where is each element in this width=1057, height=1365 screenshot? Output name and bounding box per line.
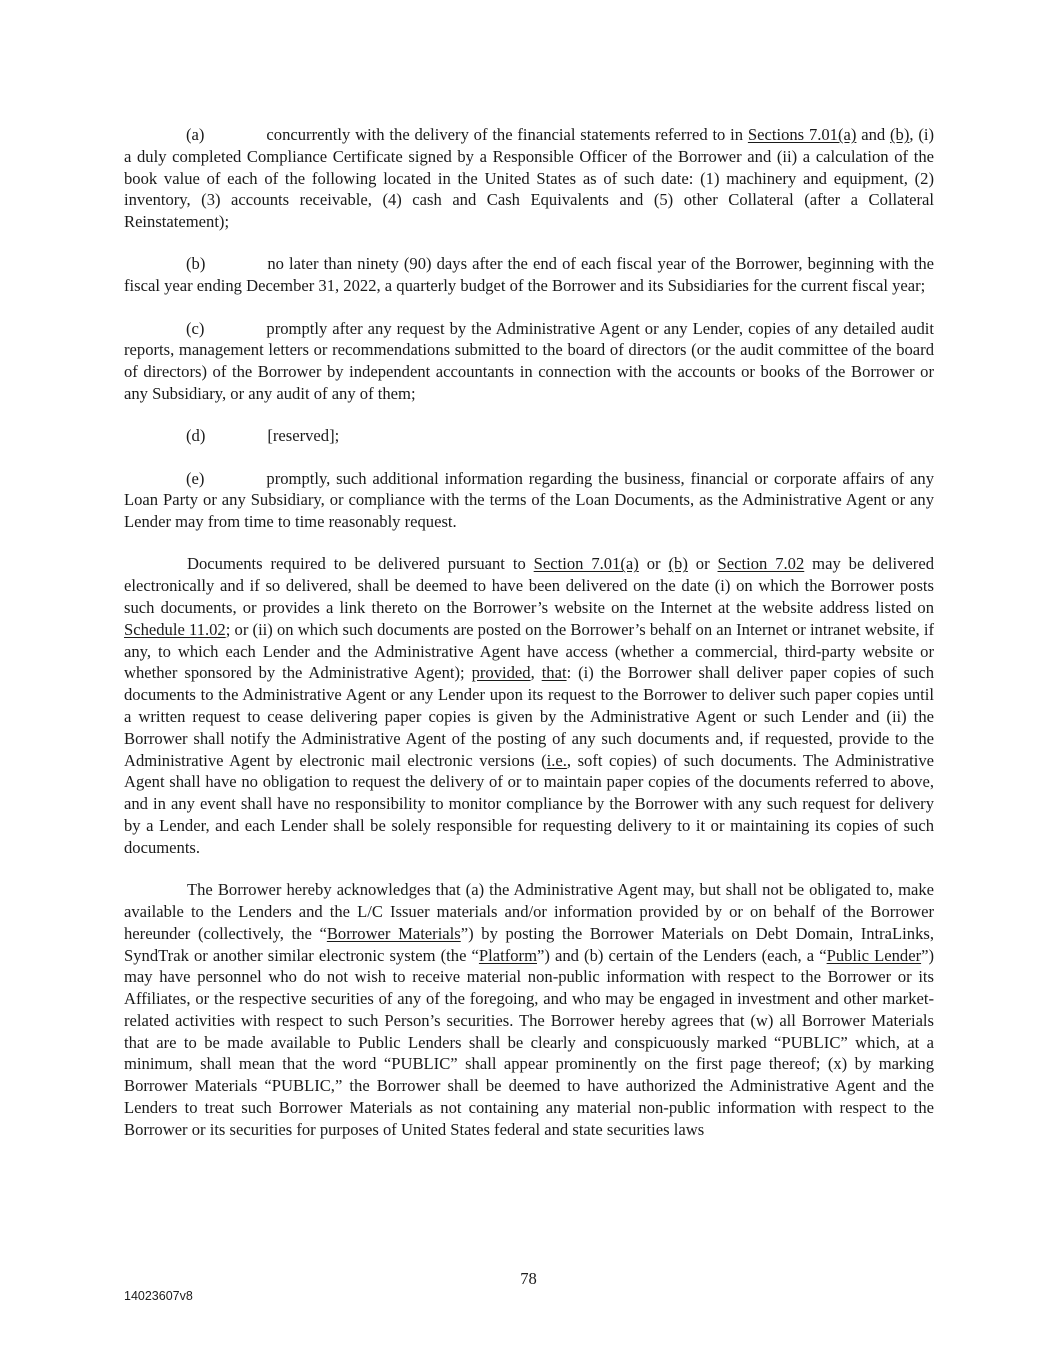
document-body	[124, 124, 934, 1141]
defined-term: Public Lender	[826, 945, 922, 965]
section-reference: Section 7.01(a)	[533, 554, 639, 574]
defined-term: Platform	[478, 945, 537, 965]
paragraph-document-delivery: Documents required to be delivered pursuant to Section 7.01(a) or (b) or Section 7.02 may be delivered electronically and if so delivered, shall be deemed to have been delivered on the date (i) on which the Borrower posts such documents, or provides a link thereto on the Borrower’s website on the Internet at the website address listed on Schedule 11.02; or (ii) on which such documents are posted on the Borrower’s behalf on an Internet or intranet website, if any, to which each Lender and the Administrative Agent have access (whether a commercial, third-party website or whether sponsored by the Administrative Agent); provided, that: (i) the Borrower shall deliver paper copies of such documents to the Administrative Agent or any Lender upon its request to the Borrower to deliver such paper copies until a written request to cease delivering paper copies is given by the Administrative Agent or such Lender and (ii) the Borrower shall notify the Administrative Agent of the posting of any such documents and, if requested, provide to the Administrative Agent by electronic mail electronic versions (i.e., soft copies) of such documents. The Administrative Agent shall have no obligation to request the delivery of or to maintain paper copies of the documents referred to above, and in any event shall have no responsibility to monitor compliance by the Borrower with any such request for delivery by a Lender, and each Lender shall be solely responsible for requesting delivery to it or maintaining its copies of such documents.	[124, 554, 934, 857]
abbreviation: i.e.	[546, 750, 567, 770]
document-id: 14023607v8	[124, 1289, 193, 1303]
schedule-reference: Schedule 11.02	[124, 619, 226, 639]
clause-label: (b)	[186, 254, 206, 274]
clause-label: (e)	[186, 468, 205, 488]
clause-text: [reserved];	[267, 426, 340, 446]
clause-text: promptly, such additional information regarding the business, financial or corporate affairs of any Loan Party or any Subsidiary, or compliance with the terms of the Loan Documents, as the Administrative Agent or any Lender may from time to time reasonably request.	[124, 468, 934, 532]
section-reference: (b)	[668, 554, 688, 574]
proviso-term: provided	[471, 663, 531, 683]
clause-label: (c)	[186, 318, 205, 338]
section-reference: Section 7.02	[717, 554, 805, 574]
clause-text: no later than ninety (90) days after the end of each fiscal year of the Borrower, beginning with the fiscal year ending December 31, 2022, a quarterly budget of the Borrower and its Subsidiaries for the current fiscal year;	[124, 254, 934, 296]
clause-text: concurrently with the delivery of the financial statements referred to in	[266, 125, 748, 144]
clause-c	[124, 318, 934, 405]
page-number: 78	[520, 1269, 537, 1288]
clause-d	[124, 425, 934, 447]
clause-label: (a)	[186, 125, 205, 144]
section-reference: Sections 7.01(a)	[747, 125, 857, 144]
clause-text: promptly after any request by the Administrative Agent or any Lender, copies of any detailed audit reports, management letters or recommendations submitted to the board of directors (or the audit committee of the board of directors) of the Borrower by independent accountants in connection with the accounts or books of the Borrower or any Subsidiary, or any audit of any of them;	[124, 318, 934, 403]
defined-term: Borrower Materials	[326, 923, 461, 943]
paragraph-borrower-materials: The Borrower hereby acknowledges that (a) the Administrative Agent may, but shall not be obligated to, make available to the Lenders and the L/C Issuer materials and/or information provided by or on behalf of the Borrower hereunder (collectively, the “Borrower Materials”) by posting the Borrower Materials on Debt Domain, IntraLinks, SyndTrak or another similar electronic system (the “Platform”) and (b) certain of the Lenders (each, a “Public Lender”) may have personnel who do not wish to receive material non-public information with respect to the Borrower or its Affiliates, or the respective securities of any of the foregoing, and who may be engaged in investment and other market-related activities with respect to such Person’s securities. The Borrower hereby agrees that (w) all Borrower Materials that are to be made available to Public Lenders shall be clearly and conspicuously marked “PUBLIC” which, at a minimum, shall mean that the word “PUBLIC” shall appear prominently on the first page thereof; (x) by marking Borrower Materials “PUBLIC,” the Borrower shall be deemed to have authorized the Administrative Agent and the Lenders to treat such Borrower Materials as not containing any material non-public information with respect to the Borrower or its securities for purposes of United States federal and state securities laws	[124, 880, 935, 1139]
clause-a: (a) concurrently with the delivery of the financial statements referred to in Sections 7.01(a) and (b), (i) a duly completed Compliance Certificate signed by a Responsible Officer of the Borrower and (ii) a calculation of the book value of each of the following located in the United States as of such date: (1) machinery and equipment, (2) inventory, (3) accounts receivable, (4) cash and Cash Equivalents and (5) other Collateral (after a Collateral Reinstatement);	[124, 125, 934, 232]
clause-e	[124, 468, 934, 533]
proviso-term: that	[541, 663, 567, 683]
clause-label: (d)	[186, 426, 206, 446]
section-reference: (b)	[890, 125, 910, 144]
clause-b	[124, 253, 934, 297]
